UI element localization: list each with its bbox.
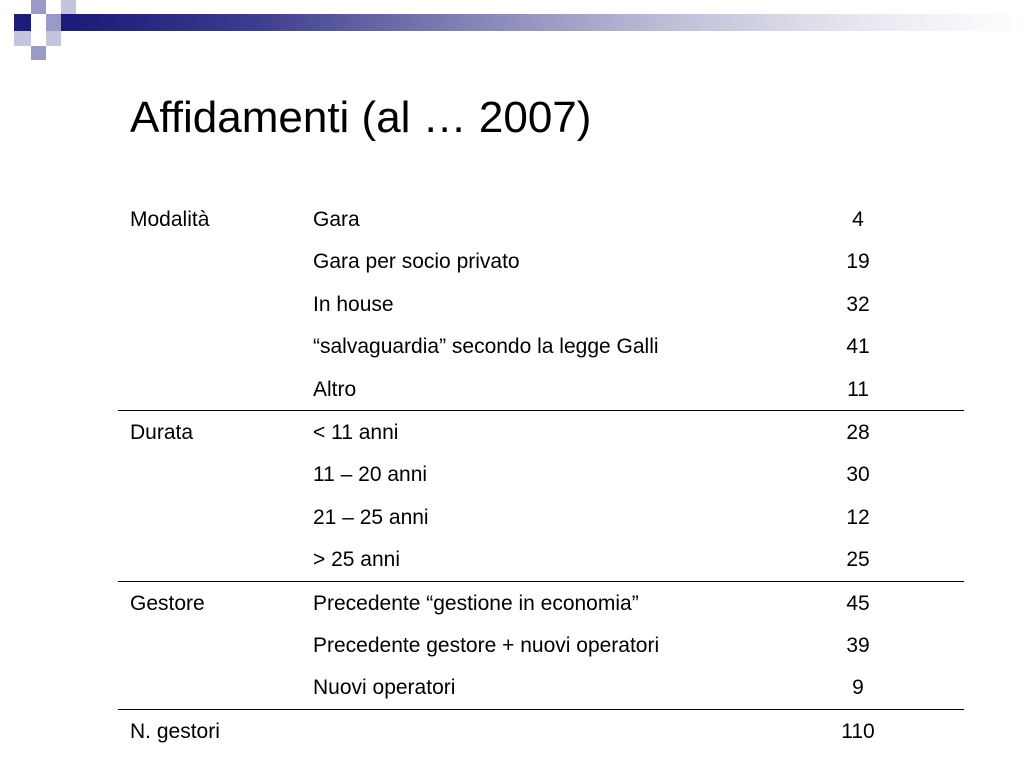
table-row bbox=[118, 538, 964, 580]
decor-square bbox=[46, 14, 61, 31]
category-label: Gestore bbox=[130, 591, 205, 615]
category-label: Durata bbox=[130, 420, 194, 444]
item-label: Gara bbox=[313, 208, 360, 231]
decor-square bbox=[61, 14, 76, 31]
table-row bbox=[118, 368, 964, 410]
count-value: 19 bbox=[846, 250, 870, 274]
item-label: Precedente gestore + nuovi operatori bbox=[313, 633, 660, 657]
count-value: 45 bbox=[846, 591, 870, 615]
table-row bbox=[118, 411, 964, 453]
count-value: 32 bbox=[846, 292, 870, 316]
table-group bbox=[118, 411, 964, 582]
decor-square bbox=[14, 31, 31, 46]
table-row bbox=[118, 582, 964, 624]
count-value: 110 bbox=[841, 719, 875, 743]
table-row bbox=[118, 325, 964, 367]
item-label: 11 – 20 anni bbox=[313, 463, 428, 487]
count-value: 4 bbox=[852, 208, 864, 231]
count-value: 12 bbox=[846, 505, 870, 529]
count-value: 9 bbox=[852, 676, 864, 700]
table-row bbox=[118, 666, 964, 708]
table-group bbox=[118, 710, 964, 752]
category-label: Modalità bbox=[130, 208, 210, 231]
count-value: 11 bbox=[847, 377, 869, 401]
table-row bbox=[118, 453, 964, 495]
count-value: 28 bbox=[846, 420, 870, 444]
count-value: 25 bbox=[846, 548, 870, 572]
decor-square bbox=[31, 46, 46, 60]
item-label: Nuovi operatori bbox=[313, 676, 456, 700]
table-row bbox=[118, 198, 964, 240]
item-label: “salvaguardia” secondo la legge Galli bbox=[313, 335, 659, 359]
count-value: 41 bbox=[846, 335, 870, 359]
table-row bbox=[118, 710, 964, 752]
item-label: < 11 anni bbox=[313, 420, 399, 444]
table-group bbox=[118, 198, 964, 411]
count-value: 39 bbox=[846, 633, 870, 657]
item-label: In house bbox=[313, 292, 394, 316]
table-group bbox=[118, 582, 964, 710]
item-label: 21 – 25 anni bbox=[313, 505, 429, 529]
header-gradient-bar bbox=[76, 14, 1024, 31]
decor-square bbox=[61, 0, 76, 14]
decor-square bbox=[46, 31, 61, 46]
table-row bbox=[118, 624, 964, 666]
item-label: Altro bbox=[313, 377, 357, 401]
category-label: N. gestori bbox=[130, 719, 220, 743]
table-row bbox=[118, 283, 964, 325]
header-decoration bbox=[0, 0, 1024, 70]
decor-square bbox=[31, 0, 46, 14]
item-label: > 25 anni bbox=[313, 548, 400, 572]
table-row bbox=[118, 240, 964, 282]
item-label: Precedente “gestione in economia” bbox=[313, 591, 639, 615]
table-row bbox=[118, 496, 964, 538]
item-label: Gara per socio privato bbox=[313, 250, 520, 274]
decor-square bbox=[14, 14, 31, 31]
data-table bbox=[118, 198, 964, 752]
count-value: 30 bbox=[846, 463, 870, 487]
slide-title: Affidamenti (al … 2007) bbox=[130, 93, 592, 142]
